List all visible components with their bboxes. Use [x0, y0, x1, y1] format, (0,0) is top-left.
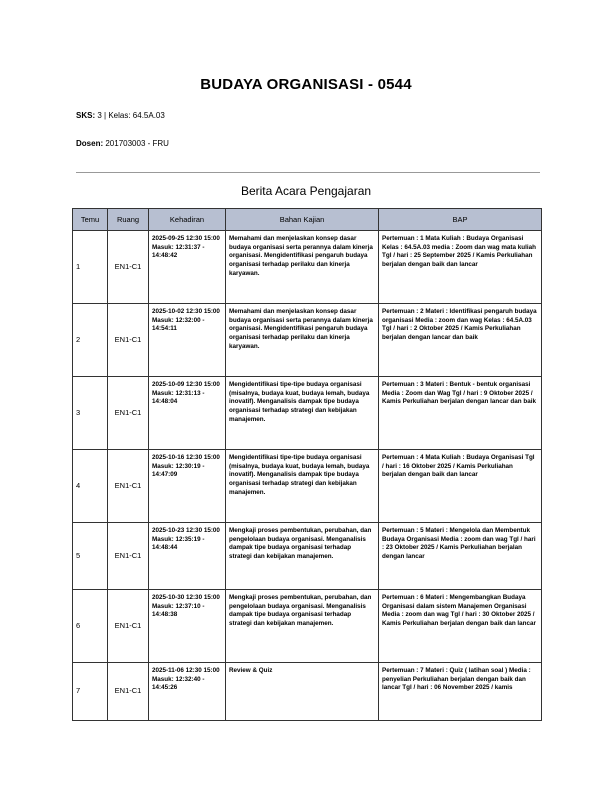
cell-kehadiran: 2025-10-23 12:30 15:00 Masuk: 12:35:19 - 14:48:44 [149, 523, 226, 590]
cell-ruang: EN1-C1 [108, 450, 149, 523]
cell-bap: Pertemuan : 5 Materi : Mengelola dan Membentuk Budaya Organisasi Media : zoom dan wag Tgl / hari : 23 Oktober 2025 / Kamis Perkuliahan berjalan dengan lancar [379, 523, 542, 590]
cell-bahan-kajian: Memahami dan menjelaskan konsep dasar budaya organisasi serta perannya dalam kinerja organisasi. Mengidentifikasi pengaruh budaya organisasi terhadap perilaku dan kinerja karyawan. [226, 304, 379, 377]
cell-ruang: EN1-C1 [108, 590, 149, 663]
sks-kelas-line [76, 111, 165, 120]
table-row [73, 663, 542, 721]
table-row [73, 590, 542, 663]
column-header-ruang: Ruang [108, 209, 149, 231]
cell-ruang: EN1-C1 [108, 231, 149, 304]
table-row [73, 231, 542, 304]
cell-kehadiran: 2025-10-09 12:30 15:00 Masuk: 12:31:13 - 14:48:04 [149, 377, 226, 450]
cell-bahan-kajian: Mengidentifikasi tipe-tipe budaya organisasi (misalnya, budaya kuat, budaya lemah, budaya inovatif). Menganalisis dampak tipe budaya organisasi terhadap strategi dan kebijakan manajemen. [226, 450, 379, 523]
cell-kehadiran: 2025-10-16 12:30 15:00 Masuk: 12:30:19 - 14:47:09 [149, 450, 226, 523]
cell-kehadiran: 2025-09-25 12:30 15:00 Masuk: 12:31:37 - 14:48:42 [149, 231, 226, 304]
column-header-temu: Temu [73, 209, 108, 231]
cell-temu: 7 [73, 663, 108, 721]
cell-ruang: EN1-C1 [108, 663, 149, 721]
divider [76, 172, 540, 173]
cell-temu: 3 [73, 377, 108, 450]
table-row [73, 523, 542, 590]
column-header-bahan-kajian: Bahan Kajian [226, 209, 379, 231]
sks-value: 3 | Kelas: 64.5A.03 [97, 111, 165, 120]
table-row [73, 304, 542, 377]
cell-ruang: EN1-C1 [108, 304, 149, 377]
table-row [73, 450, 542, 523]
cell-ruang: EN1-C1 [108, 377, 149, 450]
bap-table [72, 208, 542, 721]
cell-bahan-kajian: Review & Quiz [226, 663, 379, 721]
column-header-kehadiran: Kehadiran [149, 209, 226, 231]
cell-temu: 5 [73, 523, 108, 590]
column-header-bap: BAP [379, 209, 542, 231]
cell-temu: 4 [73, 450, 108, 523]
dosen-value: 201703003 - FRU [105, 139, 169, 148]
dosen-line [76, 139, 169, 148]
cell-bap: Pertemuan : 3 Materi : Bentuk - bentuk organisasi Media : Zoom dan Wag Tgl / hari : 9 Oktober 2025 / Kamis Perkuliahan berjalan dengan lancar dan baik [379, 377, 542, 450]
cell-kehadiran: 2025-10-02 12:30 15:00 Masuk: 12:32:00 - 14:54:11 [149, 304, 226, 377]
cell-bap: Pertemuan : 1 Mata Kuliah : Budaya Organisasi Kelas : 64.5A.03 media : Zoom dan wag mata kuliah Tgl / hari : 25 September 2025 / Kamis Perkuliahan berjalan dengan baik dan lancar [379, 231, 542, 304]
dosen-label: Dosen: [76, 139, 104, 148]
cell-temu: 2 [73, 304, 108, 377]
cell-bap: Pertemuan : 4 Mata Kuliah : Budaya Organisasi Tgl / hari : 16 Oktober 2025 / Kamis Perkuliahan berjalan dengan baik dan lancar [379, 450, 542, 523]
cell-temu: 1 [73, 231, 108, 304]
cell-kehadiran: 2025-10-30 12:30 15:00 Masuk: 12:37:10 - 14:48:38 [149, 590, 226, 663]
table-header-row [73, 209, 542, 231]
section-title: Berita Acara Pengajaran [240, 184, 372, 198]
cell-bap: Pertemuan : 2 Materi : Identifikasi pengaruh budaya organisasi Media : zoom dan wag Kelas : 64.5A.03 Tgl / hari : 2 Oktober 2025 / Kamis Perkuliahan berjalan dengan lancar dan baik [379, 304, 542, 377]
cell-bahan-kajian: Mengkaji proses pembentukan, perubahan, dan pengelolaan budaya organisasi. Menganalisis dampak tipe budaya organisasi terhadap strategi dan kebijakan manajemen. [226, 523, 379, 590]
cell-bahan-kajian: Mengidentifikasi tipe-tipe budaya organisasi (misalnya, budaya kuat, budaya lemah, budaya inovatif). Menganalisis dampak tipe budaya organisasi terhadap strategi dan kebijakan manajemen. [226, 377, 379, 450]
cell-bahan-kajian: Memahami dan menjelaskan konsep dasar budaya organisasi serta perannya dalam kinerja organisasi. Mengidentifikasi pengaruh budaya organisasi terhadap perilaku dan kinerja karyawan. [226, 231, 379, 304]
cell-ruang: EN1-C1 [108, 523, 149, 590]
cell-bahan-kajian: Mengkaji proses pembentukan, perubahan, dan pengelolaan budaya organisasi. Menganalisis dampak tipe budaya organisasi terhadap strategi dan kebijakan manajemen. [226, 590, 379, 663]
sks-label: SKS: [76, 111, 96, 120]
table-row [73, 377, 542, 450]
document-title: BUDAYA ORGANISASI - 0544 [200, 76, 412, 93]
cell-kehadiran: 2025-11-06 12:30 15:00 Masuk: 12:32:40 - 14:45:26 [149, 663, 226, 721]
cell-temu: 6 [73, 590, 108, 663]
cell-bap: Pertemuan : 6 Materi : Mengembangkan Budaya Organisasi dalam sistem Manajemen Organisasi Media : zoom dan wag Tgl / hari : 30 Oktober 2025 / Kamis Perkuliahan berjalan dengan baik dan lancar [379, 590, 542, 663]
cell-bap: Pertemuan : 7 Materi : Quiz ( latihan soal ) Media : penyelian Perkuliahan berjalan dengan baik dan lancar Tgl / hari : 06 November 2025 / kamis [379, 663, 542, 721]
